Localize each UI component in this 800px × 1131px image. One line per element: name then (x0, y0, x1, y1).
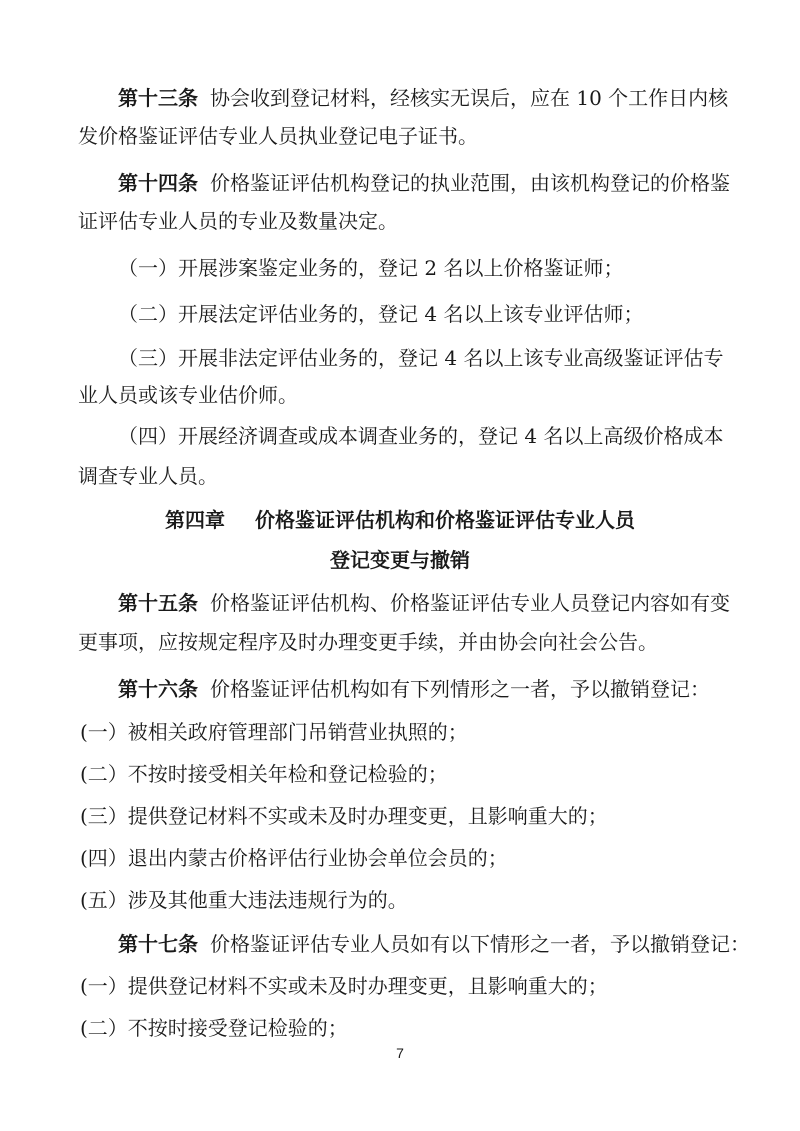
article-17-item-2: (二）不按时接受登记检验的； (80, 1016, 348, 1040)
article-14-item-4-line-2: 调查专业人员。 (78, 464, 218, 488)
article-16-item-1: (一）被相关政府管理部门吊销营业执照的； (80, 720, 468, 744)
chapter-heading-line-1 (0, 500, 800, 540)
chapter-number: 第四章 (165, 508, 225, 532)
article-16-item-2: (二）不按时接受相关年检和登记检验的； (80, 762, 448, 786)
article-16-label: 第十六条 (118, 677, 198, 701)
article-15-line-1 (0, 583, 800, 623)
article-16-text-1: 价格鉴证评估机构如有下列情形之一者，予以撤销登记： (210, 677, 710, 701)
article-15-text-1: 价格鉴证评估机构、价格鉴证评估专业人员登记内容如有变 (210, 591, 730, 615)
page-number: 7 (396, 1045, 404, 1061)
article-14-item-3-line-1: （三）开展非法定评估业务的，登记 4 名以上该专业高级鉴证评估专 (118, 346, 724, 370)
article-17-text-1: 价格鉴证评估专业人员如有以下情形之一者，予以撤销登记： (210, 932, 750, 956)
article-14-line-2: 证评估专业人员的专业及数量决定。 (78, 209, 398, 233)
article-14-line-1 (0, 163, 800, 203)
article-16-line-1 (0, 669, 800, 709)
article-15-line-2: 更事项，应按规定程序及时办理变更手续，并由协会向社会公告。 (78, 630, 658, 654)
article-17-label: 第十七条 (118, 932, 198, 956)
chapter-title-1: 价格鉴证评估机构和价格鉴证评估专业人员 (255, 508, 635, 532)
article-16-item-5: (五）涉及其他重大违法违规行为的。 (80, 888, 408, 912)
article-14-text-1: 价格鉴证评估机构登记的执业范围，由该机构登记的价格鉴 (210, 171, 730, 195)
article-13-text-1: 协会收到登记材料，经核实无误后，应在 10 个工作日内核 (210, 86, 729, 110)
article-17-line-1 (0, 924, 800, 964)
article-16-item-4: (四）退出内蒙古价格评估行业协会单位会员的； (80, 846, 508, 870)
article-14-item-4-line-1: （四）开展经济调查或成本调查业务的，登记 4 名以上高级价格成本 (118, 424, 724, 448)
chapter-heading-line-2: 登记变更与撤销 (330, 548, 470, 572)
article-14-item-1: （一）开展涉案鉴定业务的，登记 2 名以上价格鉴证师； (118, 256, 624, 280)
article-15-label: 第十五条 (118, 591, 198, 615)
article-16-item-3: (三）提供登记材料不实或未及时办理变更，且影响重大的； (80, 804, 608, 828)
article-14-item-3-line-2: 业人员或该专业估价师。 (78, 383, 298, 407)
article-17-item-1: (一）提供登记材料不实或未及时办理变更，且影响重大的； (80, 974, 608, 998)
article-13-line-1 (0, 78, 800, 118)
article-13-label: 第十三条 (118, 86, 198, 110)
article-13-line-2: 发价格鉴证评估专业人员执业登记电子证书。 (78, 124, 478, 148)
article-14-label: 第十四条 (118, 171, 198, 195)
article-14-item-2: （二）开展法定评估业务的，登记 4 名以上该专业评估师； (118, 302, 644, 326)
